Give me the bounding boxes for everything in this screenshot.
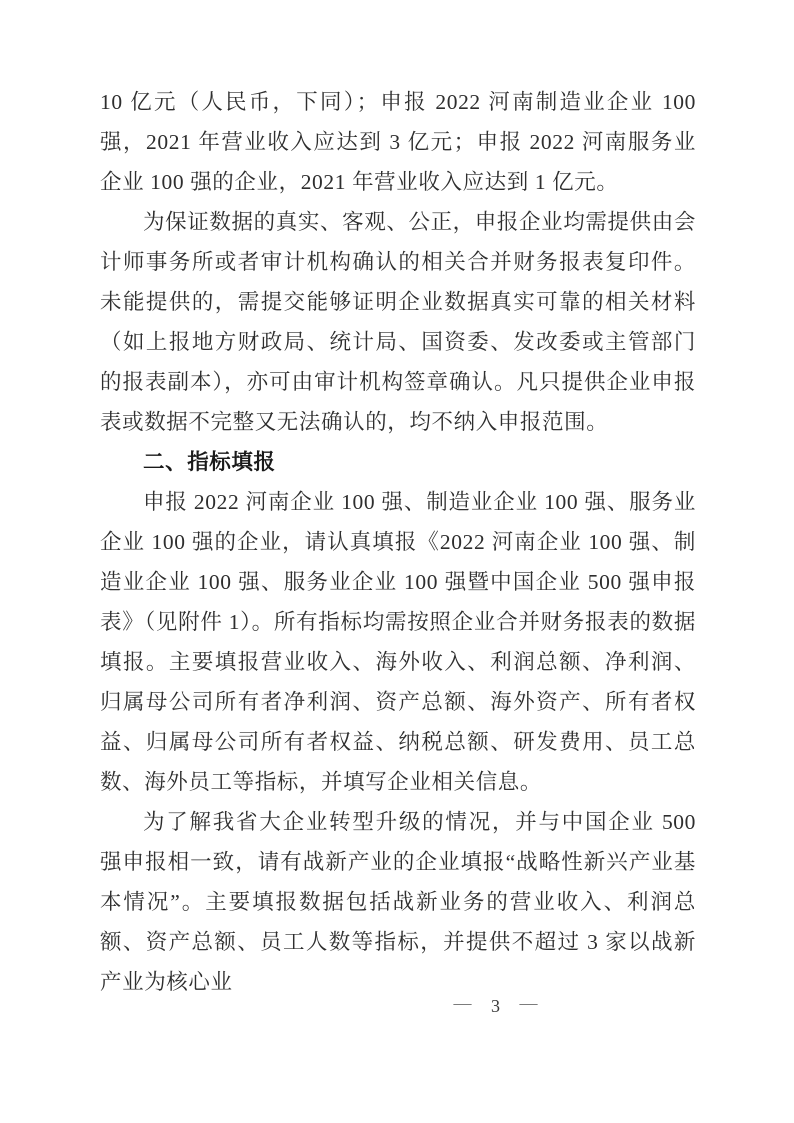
page-footer [0,992,794,1020]
paragraph-threshold-continued: 10 亿元（人民币，下同）；申报 2022 河南制造业企业 100 强，2021 年营业收入应达到 3 亿元；申报 2022 河南服务业企业 100 强的企业，2021 年营业收入应达到 1 亿元。 [100,90,696,194]
paragraph-strategic-industry: 为了解我省大企业转型升级的情况，并与中国企业 500 强申报相一致，请有战新产业的企业填报“战略性新兴产业基本情况”。主要填报数据包括战新业务的营业收入、利润总额、资产总额、员工人数等指标，并提供不超过 3 家以战新产业为核心业 [100,810,696,994]
page-footer-inner [445,992,550,1020]
paragraph-data-verification: 为保证数据的真实、客观、公正，申报企业均需提供由会计师事务所或者审计机构确认的相关合并财务报表复印件。未能提供的，需提交能够证明企业数据真实可靠的相关材料（如上报地方财政局、统计局、国资委、发改委或主管部门的报表副本），亦可由审计机构签章确认。凡只提供企业申报表或数据不完整又无法确认的，均不纳入申报范围。 [100,210,696,434]
page-number: 3 [491,996,503,1016]
paragraph-form-filling: 申报 2022 河南企业 100 强、制造业企业 100 强、服务业企业 100 强的企业，请认真填报《2022 河南企业 100 强、制造业企业 100 强、服务业企业 100 强暨中国企业 500 强申报表》（见附件 1）。所有指标均需按照企业合并财务报表的数据填报。主要填报营业收入、海外收入、利润总额、净利润、归属母公司所有者净利润、资产总额、海外资产、所有者权益、归属母公司所有者权益、纳税总额、研发费用、员工总数、海外员工等指标，并填写企业相关信息。 [100,490,696,794]
section-heading-indicator-reporting: 二、指标填报 [143,450,276,474]
footer-dash-left-icon: — [453,993,475,1013]
document-body [100,82,696,1002]
footer-dash-right-icon: — [519,993,541,1013]
